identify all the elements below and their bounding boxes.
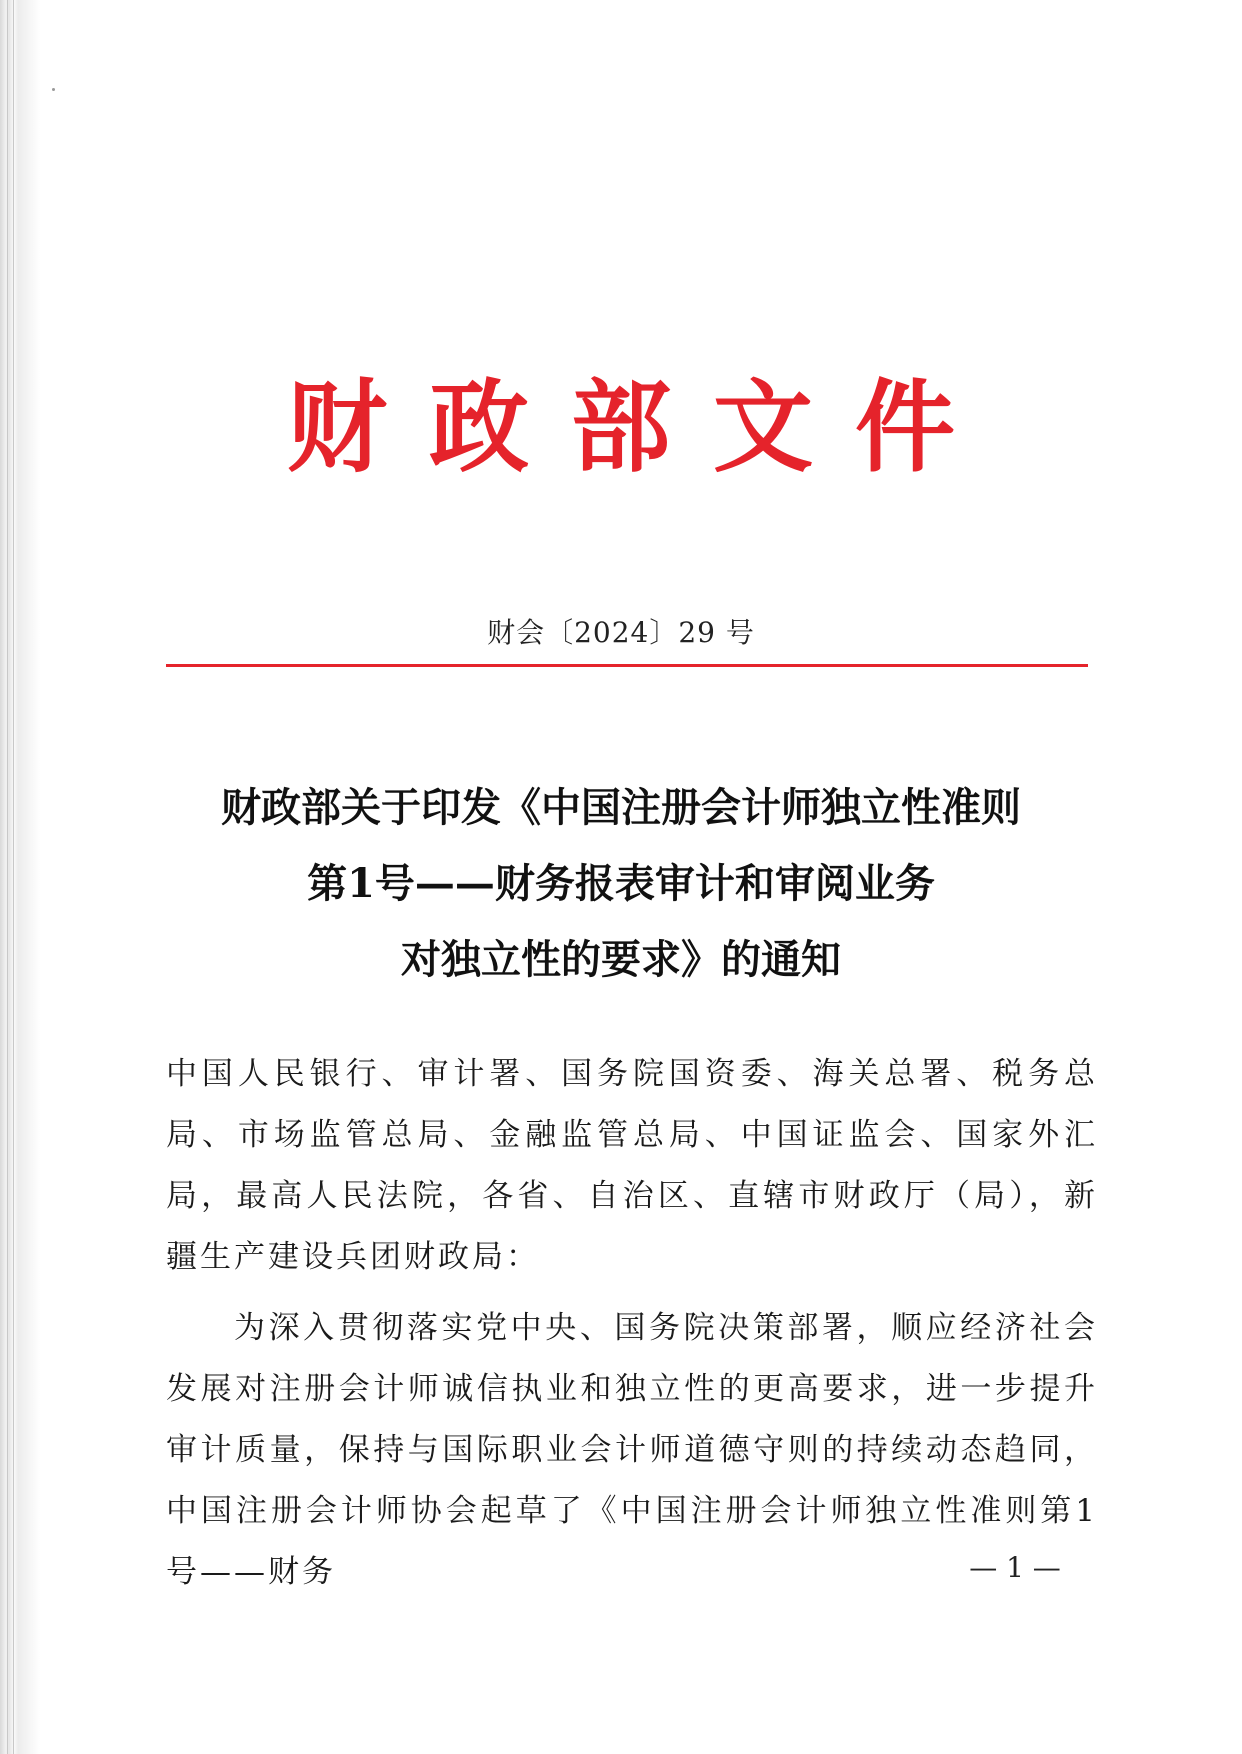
scan-speck — [52, 88, 55, 91]
binding-line — [7, 0, 8, 1754]
document-masthead: 财政部文件 — [287, 368, 997, 486]
title-line-1: 财政部关于印发《中国注册会计师独立性准则 — [221, 784, 1021, 831]
body-paragraph: 为深入贯彻落实党中央、国务院决策部署，顺应经济社会发展对注册会计师诚信执业和独立性的更高要求，进一步提升审计质量，保持与国际职业会计师道德守则的持续动态趋同，中国注册会计师协会起草了《中国注册会计师独立性准则第1号——财务 — [166, 1310, 1098, 1590]
title-line-3: 对独立性的要求》的通知 — [401, 936, 841, 983]
page-binding-edge — [0, 0, 40, 1754]
binding-line — [13, 0, 14, 1754]
page-number: — 1 — — [969, 1551, 1061, 1584]
title-line-2: 第1号——财务报表审计和审阅业务 — [307, 860, 935, 907]
addressee-paragraph: 中国人民银行、审计署、国务院国资委、海关总署、税务总局、市场监管总局、金融监管总局、中国证监会、国家外汇局，最高人民法院，各省、自治区、直辖市财政厅（局），新疆生产建设兵团财政局： — [166, 1056, 1098, 1275]
red-separator-rule — [166, 664, 1088, 667]
document-title — [150, 770, 1092, 998]
document-number: 财会〔2024〕29 号 — [487, 616, 755, 649]
